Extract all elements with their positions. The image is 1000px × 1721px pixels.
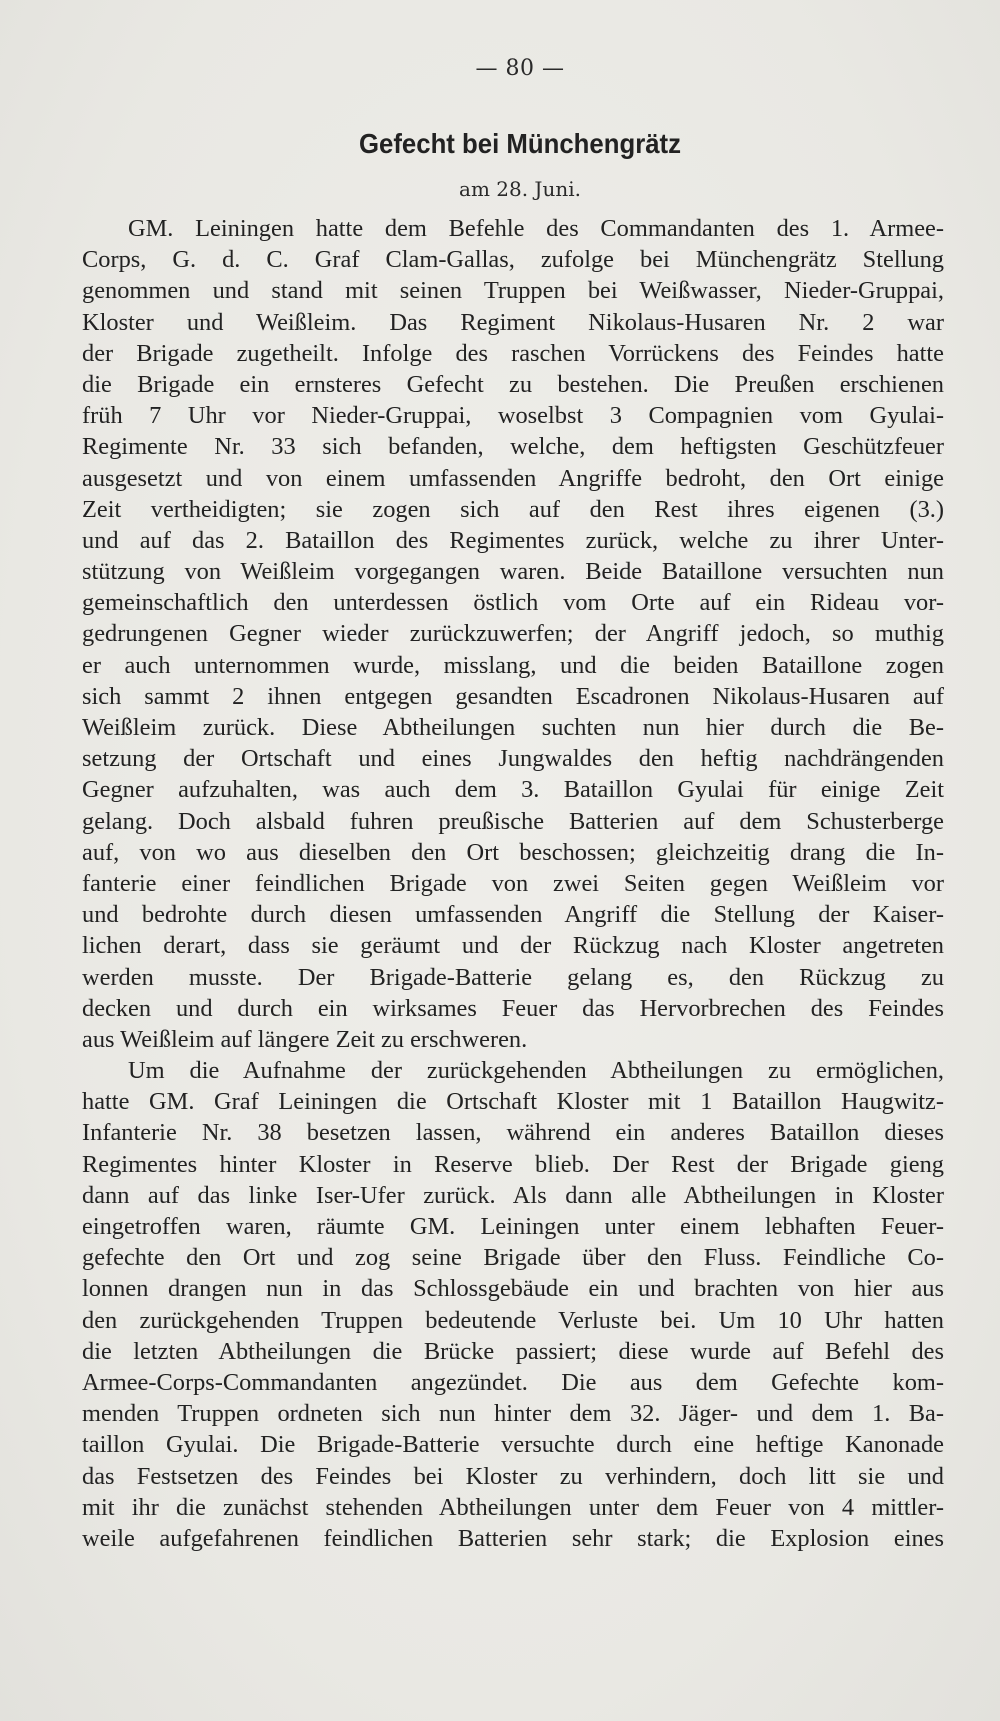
text-line: menden Truppen ordneten sich nun hinter dem 32. Jäger- und dem 1. Ba- xyxy=(82,1400,944,1428)
section-title: Gefecht bei Münchengrätz xyxy=(358,128,682,159)
text-line: die Brigade ein ernsteres Gefecht zu bestehen. Die Preußen erschienen xyxy=(82,370,944,398)
text-line: gemeinschaftlich den unterdessen östlich vom Orte auf ein Rideau vor- xyxy=(82,589,944,617)
text-line: setzung der Ortschaft und eines Jungwaldes den heftig nachdrängenden xyxy=(82,745,944,773)
text-line: dann auf das linke Iser-Ufer zurück. Als dann alle Abtheilungen in Kloster xyxy=(82,1181,944,1209)
text-line: eingetroffen waren, räumte GM. Leiningen unter einem lebhaften Feuer- xyxy=(82,1213,944,1240)
text-line: der Brigade zugetheilt. Infolge des raschen Vorrückens des Feindes hatte xyxy=(82,339,944,367)
text-line: weile aufgefahrenen feindlichen Batterien sehr stark; die Explosion eines xyxy=(82,1524,944,1552)
text-line: fanterie einer feindlichen Brigade von zwei Seiten gegen Weißleim vor xyxy=(82,869,944,897)
text-line: das Festsetzen des Feindes bei Kloster zu verhindern, doch litt sie und xyxy=(82,1462,944,1490)
page-number: — 80 — xyxy=(475,56,565,81)
text-line: Infanterie Nr. 38 besetzen lassen, während ein anderes Bataillon dieses xyxy=(82,1119,944,1147)
text-line: taillon Gyulai. Die Brigade-Batterie versuchte durch eine heftige Kanonade xyxy=(82,1431,944,1459)
text-line: Gegner aufzuhalten, was auch dem 3. Bataillon Gyulai für einige Zeit xyxy=(82,776,944,804)
text-line: lichen derart, dass sie geräumt und der Rückzug nach Kloster angetreten xyxy=(82,932,944,960)
text-line: GM. Leiningen hatte dem Befehle des Commandanten des 1. Armee- xyxy=(128,215,944,242)
text-line: den zurückgehenden Truppen bedeutende Verluste bei. Um 10 Uhr hatten xyxy=(82,1306,944,1334)
text-line: Weißleim zurück. Diese Abtheilungen suchten nun hier durch die Be- xyxy=(82,714,944,741)
text-line: Zeit vertheidigten; sie zogen sich auf den Rest ihres eigenen (3.) xyxy=(82,495,944,523)
text-line: und bedrohte durch diesen umfassenden Angriff die Stellung der Kaiser- xyxy=(82,901,944,929)
text-line: sich sammt 2 ihnen entgegen gesandten Escadronen Nikolaus-Husaren auf xyxy=(82,682,944,710)
body-text xyxy=(82,213,944,1554)
text-line: ausgesetzt und von einem umfassenden Angriffe bedroht, den Ort einige xyxy=(82,464,944,492)
text-line: Regimente Nr. 33 sich befanden, welche, dem heftigsten Geschützfeuer xyxy=(82,433,944,461)
text-line: er auch unternommen wurde, misslang, und die beiden Bataillone zogen xyxy=(82,651,944,679)
text-line: Um die Aufnahme der zurückgehenden Abtheilungen zu ermöglichen, xyxy=(128,1057,944,1085)
text-line: genommen und stand mit seinen Truppen bei Weißwasser, Nieder-Gruppai, xyxy=(82,277,944,305)
text-line: hatte GM. Graf Leiningen die Ortschaft Kloster mit 1 Bataillon Haugwitz- xyxy=(82,1088,944,1116)
text-line: mit ihr die zunächst stehenden Abtheilungen unter dem Feuer von 4 mittler- xyxy=(82,1493,944,1521)
text-line: und auf das 2. Bataillon des Regimentes zurück, welche zu ihrer Unter- xyxy=(82,526,944,554)
text-line: stützung von Weißleim vorgegangen waren. Beide Bataillone versuchten nun xyxy=(82,558,944,586)
text-line: werden musste. Der Brigade-Batterie gelang es, den Rückzug zu xyxy=(82,963,944,991)
text-line: auf, von wo aus dieselben den Ort beschossen; gleichzeitig drang die In- xyxy=(82,838,944,866)
text-line: gelang. Doch alsbald fuhren preußische Batterien auf dem Schusterberge xyxy=(82,807,944,835)
text-line: Regimentes hinter Kloster in Reserve blieb. Der Rest der Brigade gieng xyxy=(82,1150,944,1178)
text-line: gedrungenen Gegner wieder zurückzuwerfen; der Angriff jedoch, so muthig xyxy=(82,620,944,648)
text-line: früh 7 Uhr vor Nieder-Gruppai, woselbst 3 Compagnien vom Gyulai- xyxy=(82,402,944,430)
section-date: am 28. Juni. xyxy=(459,177,581,201)
text-line: Kloster und Weißleim. Das Regiment Nikolaus-Husaren Nr. 2 war xyxy=(82,308,944,336)
text-line: die letzten Abtheilungen die Brücke passiert; diese wurde auf Befehl des xyxy=(82,1337,944,1365)
text-line: gefechte den Ort und zog seine Brigade über den Fluss. Feindliche Co- xyxy=(82,1244,944,1272)
text-line: Corps, G. d. C. Graf Clam-Gallas, zufolge bei Münchengrätz Stellung xyxy=(82,246,944,274)
text-line: aus Weißleim auf längere Zeit zu erschweren. xyxy=(82,1025,528,1053)
text-line: Armee-Corps-Commandanten angezündet. Die aus dem Gefechte kom- xyxy=(82,1368,944,1396)
text-line: lonnen drangen nun in das Schlossgebäude ein und brachten von hier aus xyxy=(82,1275,944,1303)
text-line: decken und durch ein wirksames Feuer das Hervorbrechen des Feindes xyxy=(82,994,944,1022)
